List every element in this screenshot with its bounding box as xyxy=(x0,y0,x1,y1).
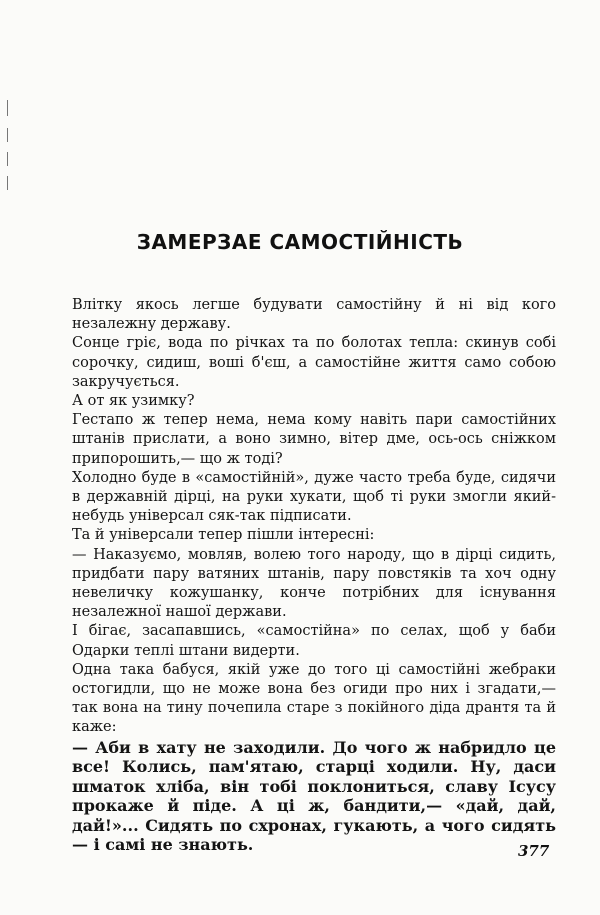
paragraph: — Наказуємо, мовляв, волею того народу, що в дірці сидить, придбати пару ватяних штанів, пару повстяків та хоч одну невеличку кожушанку, конче потрібних для існування незалежної нашої держави. xyxy=(72,546,556,621)
margin-mark xyxy=(7,100,8,116)
paragraph: Холодно буде в «самостійній», дуже часто треба буде, сидячи в державній дірці, на руки хукати, щоб ті руки змогли який-небудь універсал сяк-так підписати. xyxy=(72,469,556,525)
page-number: 377 xyxy=(518,842,550,860)
paragraph: Та й універсали тепер пішли інтересні: xyxy=(72,527,375,544)
margin-mark xyxy=(7,128,8,142)
paragraph: Сонце гріє, вода по річках та по болотах тепла: скинув собі сорочку, сидиш, воші б'єш, а самостійне життя само собою закручується. xyxy=(72,335,556,390)
margin-mark xyxy=(7,176,8,190)
paragraph: Влітку якось легше будувати самостійну й ні від кого незалежну державу. xyxy=(72,297,556,333)
paragraph: Гестапо ж тепер нема, нема кому навіть пари самостійних штанів прислати, а воно зимно, вітер дме, ось-ось сніжком припорошить,— що ж тоді? xyxy=(72,412,556,467)
margin-mark xyxy=(7,152,8,166)
paragraph: — Аби в хату не заходили. До чого ж набридло це все! Колись, пам'ятаю, старці ходили. Ну, даси шматок хліба, він тобі поклониться, славу Ісусу прокаже й піде. А ці ж, бандити,— «дай, дай, дай!»... Сидять по схронах, гукають, а чого сидять — і самі не знають. xyxy=(72,737,556,855)
paragraph: А от як узимку? xyxy=(72,393,195,410)
chapter-title: ЗАМЕРЗАЕ САМОСТІЙНІСТЬ xyxy=(136,230,464,254)
paragraph: Одна така бабуся, якій уже до того ці самостійні жебраки остогидли, що не може вона без огиди про них і згадати,— так вона на тину почепила старе з покійного діда дрантя та й каже: xyxy=(72,661,556,736)
body-text xyxy=(72,296,556,855)
paragraph: І бігає, засапавшись, «самостійна» по селах, щоб у баби Одарки теплі штани видерти. xyxy=(72,623,556,659)
